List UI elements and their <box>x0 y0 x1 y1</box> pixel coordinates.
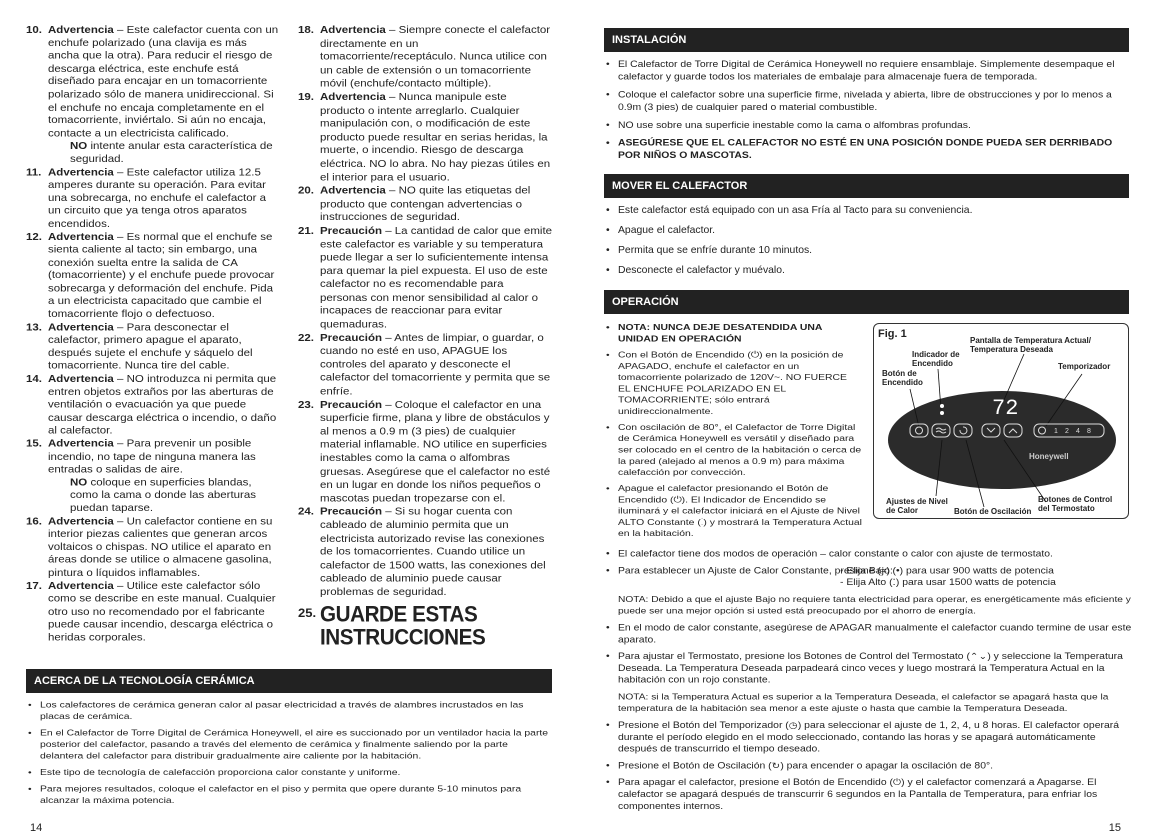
item-heading: Advertencia <box>48 438 114 450</box>
item-heading: Advertencia <box>320 185 386 197</box>
warnings-column-2 <box>298 24 553 649</box>
item-body: – Siempre conecte el calefactor directamente en un tomacorriente/receptáculo. Nunca utilice con un cable de extensión o un tomacorriente móvil (enchufe/contacto múltiple). <box>320 24 551 90</box>
item-text <box>48 24 281 166</box>
warning-item <box>26 373 281 438</box>
item-heading: Precaución <box>320 399 382 411</box>
item-heading: Advertencia <box>48 231 114 243</box>
operation-bullet: • En el modo de calor constante, asegúrese de APAGAR manualmente el calefactor cuando termine de usar este aparato. <box>604 623 1132 647</box>
warning-item <box>26 321 281 373</box>
ceramic-bullet: • Para mejores resultados, coloque el calefactor en el piso y permita que opere durante 5-10 minutos para alcanzar la máxima potencia. <box>26 784 554 807</box>
label-thermostat: Botones de Control del Termostato <box>1038 495 1113 513</box>
item-extra <box>70 140 281 166</box>
item-number: 23. <box>298 399 314 411</box>
warning-item <box>298 506 553 600</box>
warning-item <box>26 515 281 580</box>
item-heading: Advertencia <box>48 24 114 36</box>
install-bullet: • NO use sobre una superficie inestable como la cama o alfombras profundas. <box>604 120 1132 133</box>
item-number: 14. <box>26 373 42 385</box>
operation-bullet: • Para establecer un Ajuste de Calor Constante, presione (≈): - Elija Bajo (•) para usar 900 watts de potencia - Elija Alto (⁚) para usar 1500 watts de potencia <box>604 566 1132 578</box>
operation-bullet: • Para ajustar el Termostato, presione los Botones de Control del Termostato (⌃⌄) y seleccione la Temperatura Deseada. La Temperatura Deseada parpadeará cinco veces y luego mostrará la Temperatura Actual en la habitación con un rojo constante. <box>604 652 1132 687</box>
level-option: - Elija Bajo (•) para usar 900 watts de potencia <box>840 566 1054 576</box>
move-bullet: • Este calefactor está equipado con un asa Fría al Tacto para su conveniencia. <box>604 204 1132 218</box>
item-text <box>320 399 553 506</box>
label-display: Pantalla de Temperatura Actual/ Temperatura Deseada <box>970 336 1091 354</box>
item-heading: Precaución <box>320 506 382 518</box>
warning-item <box>298 332 553 399</box>
warning-item <box>298 225 553 332</box>
control-panel-figure <box>873 323 1129 519</box>
item-text <box>320 24 553 91</box>
item-heading: Precaución <box>320 225 382 237</box>
item-number: 20. <box>298 185 314 197</box>
label-timer: Temporizador <box>1058 362 1111 371</box>
item-number: 17. <box>26 580 42 592</box>
item-body: – La cantidad de calor que emite este calefactor es variable y su temperatura puede llegar a ser lo suficientemente intensa para quemar la piel expuesta. El uso de este calefactor no es recomendable para personas con menor sensibilidad al calor o incapaces de reaccionar para evitar quemaduras. <box>320 225 553 331</box>
temperature-display: 72 <box>992 396 1019 421</box>
item-text <box>320 91 553 185</box>
ceramic-header: ACERCA DE LA TECNOLOGÍA CERÁMICA <box>26 669 552 693</box>
item-extra-text: intente anular esta característica de seguridad. <box>70 141 273 165</box>
item-extra-bold: NO <box>70 477 88 489</box>
item-body: – Un calefactor contiene en su interior piezas calientes que generan arcos voltaicos o chispas. NO utilice el aparato en áreas donde se utilice o almacene gasolina, pintura o líquidos inflamables. <box>48 516 273 579</box>
operation-bullet: • Apague el calefactor presionando el Botón de Encendido (⏻). El Indicador de Encendido se iluminará y el calefactor iniciará en el Ajuste de Nivel ALTO Constante (⁚) y mostrará la Temperatura Actual en la habitación. <box>604 484 862 540</box>
item-text <box>320 185 553 225</box>
warning-item <box>26 231 281 321</box>
item-heading: Advertencia <box>48 167 114 178</box>
operation-bullet: • El calefactor tiene dos modos de operación – calor constante o calor con ajuste de termostato. <box>604 549 1132 561</box>
item-text <box>320 332 553 399</box>
warning-item <box>298 91 553 185</box>
operation-bullet: • NOTA: NUNCA DEJE DESATENDIDA UNA UNIDAD EN OPERACIÓN <box>604 323 862 346</box>
item-heading: Advertencia <box>48 580 114 592</box>
install-header: INSTALACIÓN <box>604 28 1129 52</box>
item-heading: Advertencia <box>320 91 386 103</box>
item-text <box>48 231 281 321</box>
left-page <box>0 0 577 840</box>
item-number: 19. <box>298 91 314 103</box>
warning-item <box>298 24 553 91</box>
operation-header: OPERACIÓN <box>604 290 1129 314</box>
operation-bullets <box>604 549 1132 818</box>
warnings-column-1 <box>26 24 281 645</box>
operation-bullet: • Presione el Botón del Temporizador (◷) para seleccionar el ajuste de 1, 2, 4, u 8 horas. El calefactor operará durante el período elegido en el modo seleccionado, contando las horas y se apagará automáticamente después de transcurrido el tiempo deseado. <box>604 720 1132 755</box>
move-bullets <box>604 204 1132 284</box>
item-number: 10. <box>26 24 42 36</box>
warning-item <box>26 580 281 645</box>
move-header: MOVER EL CALEFACTOR <box>604 174 1129 198</box>
warning-item <box>26 24 281 166</box>
item-extra <box>70 476 281 515</box>
move-bullet: • Desconecte el calefactor y muévalo. <box>604 264 1132 278</box>
item-body: – NO quite las etiquetas del producto que contengan advertencias o instrucciones de seguridad. <box>320 185 531 224</box>
level-option: - Elija Alto (⁚) para usar 1500 watts de potencia <box>840 578 1056 588</box>
item-text <box>48 580 281 645</box>
item-number: 24. <box>298 506 314 518</box>
item-text <box>48 373 281 438</box>
item-body: – Coloque el calefactor en una superficie firme, plana y libre de obstáculos y al menos a 0.9 m (3 pies) de cualquier material inflamable. NO utilice en superficies inestables como la cama o alfombras gruesas. Asegúrese que el calefactor no esté en un lugar en donde los niños pequeños o mascotas puedan tropezarse con el. <box>320 399 551 505</box>
guarde-title <box>320 603 485 649</box>
item-extra-bold: NO <box>70 141 88 152</box>
item-number: 11. <box>26 167 42 178</box>
level-options <box>840 566 1056 590</box>
timer-value: 2 <box>1065 428 1069 435</box>
item-body: – Nunca manipule este producto o intente arreglarlo. Cualquier manipulación con, o modificación de este producto puede resultar en serias heridas, la muerte, o incendio. Riesgo de descarga eléctrica. NO lo abra. No hay piezas útiles en el interior para el usuario. <box>320 91 551 184</box>
guarde-line-1: GUARDE ESTAS <box>320 601 478 627</box>
move-bullet: • Permita que se enfríe durante 10 minutos. <box>604 244 1132 258</box>
item-heading: Advertencia <box>320 24 386 36</box>
warning-item <box>26 438 281 516</box>
item-text <box>320 225 553 332</box>
label-oscillation: Botón de Oscilación <box>954 507 1032 516</box>
item-text <box>48 438 281 516</box>
item-extra-text: coloque en superficies blandas, como la cama o donde las aberturas puedan taparse. <box>70 477 257 514</box>
timer-value: 1 <box>1054 428 1058 435</box>
operation-bullet: • Para apagar el calefactor, presione el Botón de Encendido (⏻) y el calefactor comenzará a Apagarse. El calefactor se apagará después de transcurrir 6 segundos en la Pantalla de Temperatura, para enfriar los componentes internos. <box>604 778 1132 813</box>
item-body: – Si su hogar cuenta con cableado de aluminio permita que un electricista autorizado revise las conexiones de los tomacorrientes. Cuando utilice un calefactor de 1500 watts, las conexiones del cableado de aluminio puede causar problemas de seguridad. <box>320 506 546 598</box>
item-number: 12. <box>26 231 42 243</box>
item-number: 21. <box>298 225 314 237</box>
item-body: – Para prevenir un posible incendio, no tape de ninguna manera las entradas o salidas de aire. <box>48 438 256 476</box>
guarde-line-2: INSTRUCCIONES <box>320 624 486 650</box>
item-body: – NO introduzca ni permita que entren objetos extraños por las aberturas de ventilación o evacuación ya que puede causar descarga eléctrica o incendio, o daño al calefactor. <box>48 373 277 437</box>
warning-item <box>298 185 553 225</box>
warning-item <box>26 166 281 231</box>
install-bullet: • Coloque el calefactor sobre una superficie firme, nivelada y abierta, libre de obstrucciones y por lo menos a 0.9m (3 pies) de cualquier pared o material combustible. <box>604 89 1132 114</box>
guarde-heading <box>298 603 553 649</box>
item-body: – Este calefactor utiliza 12.5 amperes durante su operación. Para evitar una sobrecarga, no enchufe el calefactor a un circuito que ya tenga otros aparatos encendidos. <box>48 167 267 230</box>
ceramic-bullet: • Este tipo de tecnología de calefacción proporciona calor constante y uniforme. <box>26 768 554 780</box>
operation-bullet: • Con el Botón de Encendido (⏻) en la posición de APAGADO, enchufe el calefactor en un tomacorriente polarizado de 120V~. NO FUERCE EL ENCHUFE POLARIZADO EN EL TOMACORRIENTE; sólo entrará unidireccionalmente. <box>604 350 862 418</box>
item-body: – Este calefactor cuenta con un enchufe polarizado (una clavija es más ancha que la otra). Para reducir el riesgo de descarga eléctrica, este enchufe está diseñado para encajar en un tomacorriente polarizado sólo de manera unidireccional. Si el enchufe no encaja completamente en el tomacorriente, inviértalo. Si aún no encaja, contacte a un electricista calificado. <box>48 24 279 139</box>
operation-bullets-narrow <box>604 323 862 545</box>
item-body: – Para desconectar el calefactor, primero apague el aparato, después sujete el enchufe y sáquelo del tomacorriente. Nunca tire del cable. <box>48 322 253 372</box>
item-heading: Advertencia <box>48 373 114 385</box>
ceramic-bullets <box>26 700 554 812</box>
item-number: 16. <box>26 516 42 527</box>
item-heading: Advertencia <box>48 516 114 527</box>
figure-title: Fig. 1 <box>878 328 907 340</box>
ceramic-bullet: • En el Calefactor de Torre Digital de Cerámica Honeywell, el aire es succionado por un ventilador hacia la parte posterior del calefactor, pasando a través del elemento de cerámica y finalmente saliendo por la parte delantera del calefactor para distribuir gradualmente aire caliente por la habitación. <box>26 728 554 763</box>
item-body: – Antes de limpiar, o guardar, o cuando no esté en uso, APAGUE los controles del aparato y desconecte el calefactor del tomacorriente y permita que se enfríe. <box>320 332 551 398</box>
item-number: 15. <box>26 438 42 450</box>
item-text <box>48 515 281 580</box>
honeywell-logo: Honeywell <box>1029 452 1069 461</box>
item-text <box>48 321 281 373</box>
page-number-left: 14 <box>30 822 43 834</box>
item-text <box>48 166 281 231</box>
timer-value: 4 <box>1076 428 1080 435</box>
item-number: 13. <box>26 322 42 333</box>
label-power-button: Botón de Encendido <box>882 369 923 387</box>
control-panel-drawing <box>874 324 1130 520</box>
page-number-right: 15 <box>1108 822 1121 834</box>
item-body: – Es normal que el enchufe se sienta caliente al tacto; sin embargo, una conexión suelta entre la salida de CA (tomacorriente) y el enchufe puede provocar sobrecarga y deformación del enchufe. Pida a un electricista capacitado que cambie el tomacorriente flojo o defectuoso. <box>48 231 275 320</box>
item-text <box>320 506 553 600</box>
operation-bullet: • Presione el Botón de Oscilación (↻) para encender o apagar la oscilación de 80°. <box>604 761 1132 773</box>
install-bullets <box>604 59 1132 168</box>
install-bullet: • El Calefactor de Torre Digital de Cerámica Honeywell no requiere ensamblaje. Simplemente desempaque el calefactor y guarde todos los materiales de embalaje para almacenaje fuera de temporada. <box>604 59 1132 84</box>
operation-bullet: • Con oscilación de 80°, el Calefactor de Torre Digital de Cerámica Honeywell es versátil y diseñado para ser colocado en el centro de la habitación o cerca de la pared (alejado al menos a 0.9 m) para máxima calefacción por convección. <box>604 423 862 479</box>
item-body: – Utilice este calefactor sólo como se describe en este manual. Cualquier otro uso no recomendado por el fabricante puede causar incendio, descarga eléctrica o heridas corporales. <box>48 580 276 644</box>
move-bullet: • Apague el calefactor. <box>604 224 1132 238</box>
item-heading: Precaución <box>320 332 382 344</box>
ceramic-bullet: • Los calefactores de cerámica generan calor al pasar electricidad a través de alambres incrustados en las placas de cerámica. <box>26 700 554 723</box>
item-number: 22. <box>298 332 314 344</box>
timer-value: 8 <box>1087 428 1091 435</box>
guarde-number: 25. <box>298 605 317 620</box>
item-heading: Advertencia <box>48 322 114 333</box>
item-number: 18. <box>298 24 314 36</box>
note-thermostat: NOTA: si la Temperatura Actual es superior a la Temperatura Deseada, el calefactor se apagará hasta que la temperatura de la habitación sea menor a este ajuste o hasta que cambie la Temperatura Deseada. <box>618 692 1109 714</box>
warning-item <box>298 399 553 506</box>
note-energy: NOTA: Debido a que el ajuste Bajo no requiere tanta electricidad para operar, es energéticamente más eficiente y puede ser una mejor opción si usted está preocupado por el ahorro de energía. <box>618 595 1131 617</box>
install-bullet: • ASEGÚRESE QUE EL CALEFACTOR NO ESTÉ EN UNA POSICIÓN DONDE PUEDA SER DERRIBADO POR NIÑOS O MASCOTAS. <box>604 138 1132 163</box>
label-level: Ajustes de Nivel de Calor <box>886 497 948 515</box>
label-power-indicator: Indicador de Encendido <box>912 350 960 368</box>
